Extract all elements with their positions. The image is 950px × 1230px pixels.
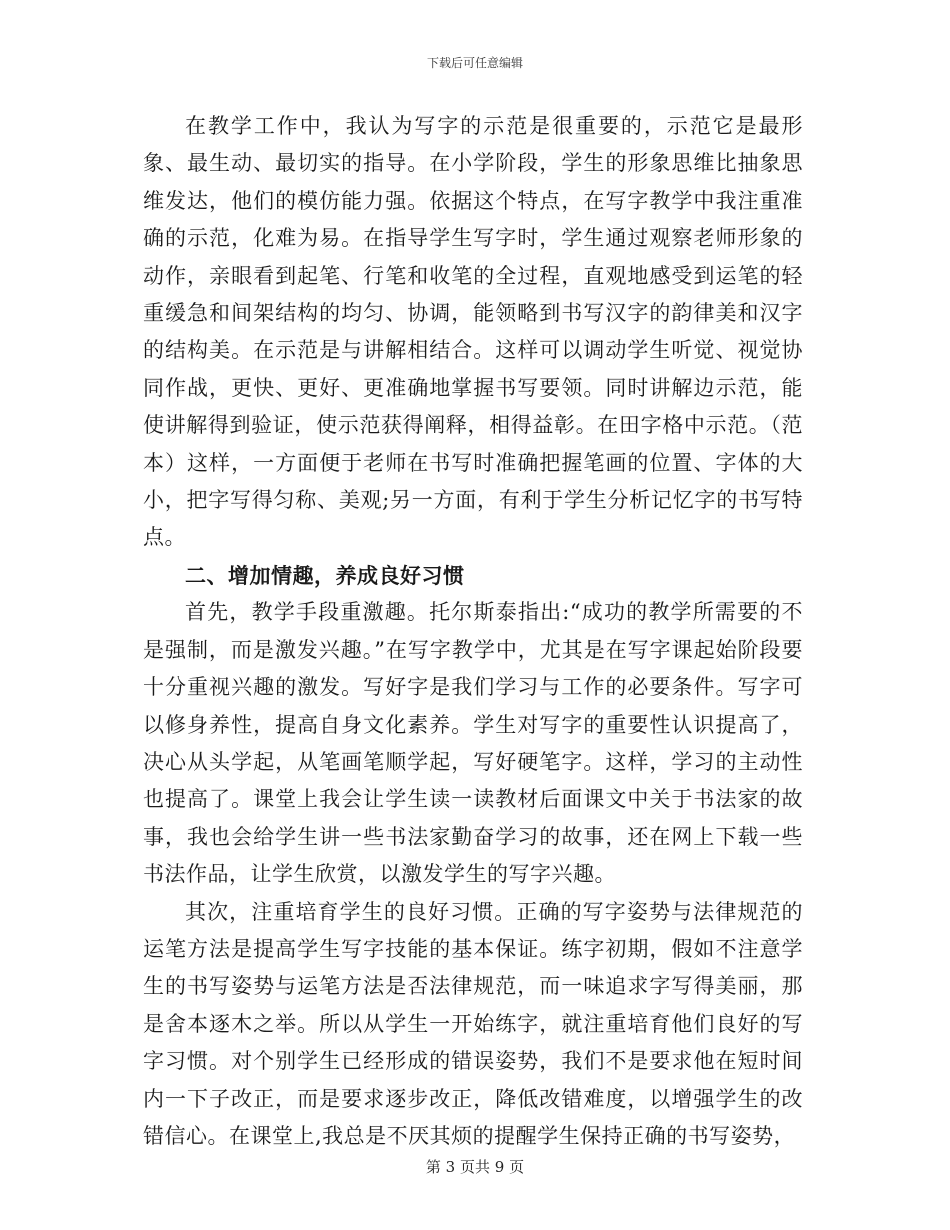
page-header: 下载后可任意编辑 [426, 56, 523, 70]
section-heading-interest: 二、增加情趣，养成良好习惯 [185, 562, 465, 588]
paragraph-habits: 其次，注重培育学生的良好习惯。正确的写字姿势与法律规范的运笔方法是提高学生写字技能的基本保证。练字初期，假如不注意学生的书写姿势与运笔方法是否法律规范，而一味追求字写得美丽，那是舍本逐木之举。所以从学生一开始练字，就注重培育他们良好的写字习惯。对个别学生已经形成的错误姿势，我们不是要求他在短时间内一下子改正，而是要求逐步改正，降低改错难度，以增强学生的改错信心。在课堂上,我总是不厌其烦的提醒学生保持正确的书写姿势， [143, 899, 803, 1148]
page-number: 第 3 页共 9 页 [425, 1158, 525, 1176]
document-body [143, 108, 803, 1155]
paragraph-demonstration: 在教学工作中，我认为写字的示范是很重要的，示范它是最形象、最生动、最切实的指导。在小学阶段，学生的形象思维比抽象思维发达，他们的模仿能力强。依据这个特点，在写字教学中我注重准确的示范，化难为易。在指导学生写字时，学生通过观察老师形象的动作，亲眼看到起笔、行笔和收笔的全过程，直观地感受到运笔的轻重缓急和间架结构的均匀、协调，能领略到书写汉字的韵律美和汉字的结构美。在示范是与讲解相结合。这样可以调动学生听觉、视觉协同作战，更快、更好、更准确地掌握书写要领。同时讲解边示范，能使讲解得到验证，使示范获得阐释，相得益彰。在田字格中示范。（范本）这样，一方面便于老师在书写时准确把握笔画的位置、字体的大小，把字写得匀称、美观;另一方面，有利于学生分析记忆字的书写特点。 [143, 114, 803, 550]
paragraph-interest: 首先，教学手段重激趣。托尔斯泰指出:“成功的教学所需要的不是强制，而是激发兴趣。”在写字教学中，尤其是在写字课起始阶段要十分重视兴趣的激发。写好字是我们学习与工作的必要条件。写字可以修身养性，提高自身文化素养。学生对写字的重要性认识提高了，决心从头学起，从笔画笔顺学起，写好硬笔字。这样，学习的主动性也提高了。课堂上我会让学生读一读教材后面课文中关于书法家的故事，我也会给学生讲一些书法家勤奋学习的故事，还在网上下载一些书法作品，让学生欣赏，以激发学生的写字兴趣。 [143, 600, 803, 887]
